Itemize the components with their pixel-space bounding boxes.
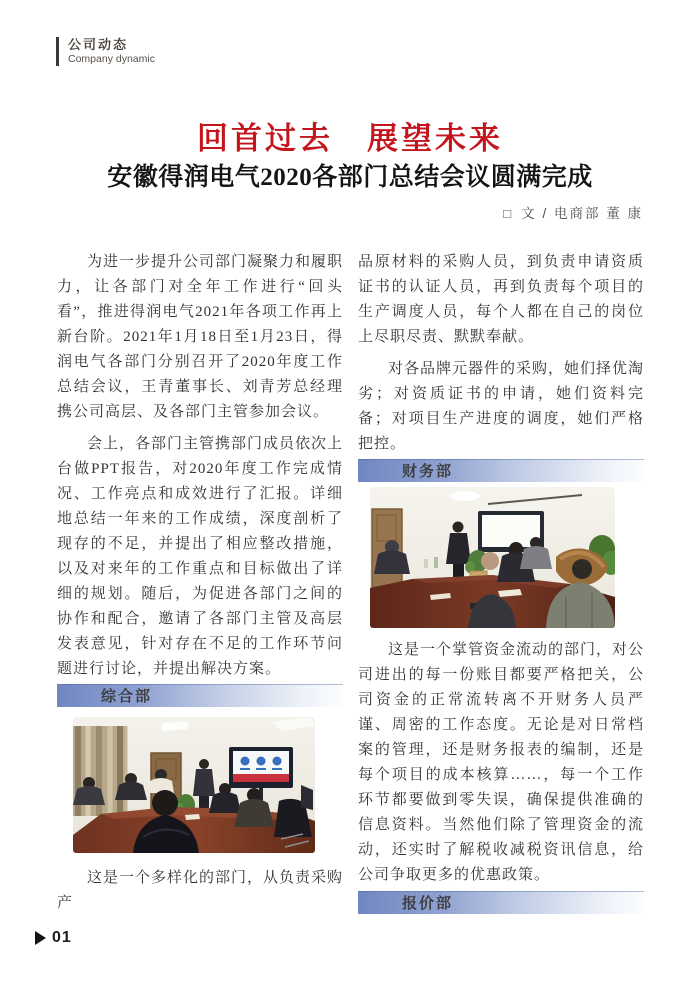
left-column [57, 250, 343, 916]
section-title-zonghebu: 综合部 [101, 688, 153, 705]
paragraph-zonghebu-detail: 对各品牌元器件的采购，她们择优淘劣；对资质证书的申请，她们资料完备；对项目生产进度的调度，她们严格把控。 [358, 361, 645, 452]
byline-text: 文 / 电商部 董 康 [521, 206, 643, 221]
page-number: 01 [52, 929, 72, 946]
section-header-zonghebu [57, 684, 343, 707]
paragraph-intro: 为进一步提升公司部门凝聚力和履职力，让各部门对全年工作进行“回头看”，推进得润电气2021年各项工作再上新台阶。2021年1月18日至1月23日，得润电气各部门分别召开了2020年度工作总结会议，王青董事长、刘青芳总经理携公司高层、及各部门主管参加会议。 [57, 254, 344, 420]
paragraph-caiwubu-detail: 这是一个掌管资金流动的部门，对公司进出的每一份账目都要严格把关，公司资金的正常流转离不开财务人员严谨、周密的工作态度。无论是对日常档案的管理，还是财务报表的编制，还是每个项目的成本核算……，每一个工作环节都要做到零失误，确保提供准确的信息资料。当然他们除了管理资金的流动，还实时了解税收减税资讯信息，给公司争取更多的优惠政策。 [358, 642, 645, 883]
meeting-photo-illustration [370, 487, 615, 628]
photo-zonghebu-meeting [73, 717, 315, 853]
right-column [358, 250, 644, 914]
photo-caiwubu-meeting [370, 487, 615, 628]
page-kicker [56, 37, 155, 66]
article-subtitle: 安徽得润电气2020各部门总结会议圆满完成 [107, 164, 593, 191]
byline-square-icon: □ [503, 206, 514, 221]
section-header-caiwubu [358, 459, 644, 482]
article-title: 回首过去 展望未来 [197, 121, 503, 156]
section-header-baojiabu [358, 891, 644, 914]
kicker-title-cn: 公司动态 [68, 37, 129, 52]
article-byline [503, 202, 643, 222]
article-head [40, 121, 660, 194]
paragraph-zonghebu-continued: 品原材料的采购人员，到负责申请资质证书的认证人员，再到负责每个项目的生产调度人员，每个人都在自己的岗位上尽职尽责、默默奉献。 [358, 254, 644, 345]
paragraph-zonghebu-caption: 这是一个多样化的部门，从负责采购产 [57, 870, 344, 911]
page-arrow-icon [35, 931, 46, 945]
meeting-photo-illustration [73, 717, 315, 853]
section-title-caiwubu: 财务部 [402, 463, 454, 480]
kicker-title-en: Company dynamic [68, 53, 155, 65]
section-title-baojiabu: 报价部 [402, 895, 454, 912]
page-footer [35, 929, 72, 947]
paragraph-meeting-report: 会上，各部门主管携部门成员依次上台做PPT报告，对2020年度工作完成情况、工作亮点和成效进行了汇报。详细地总结一年来的工作成绩，深度剖析了现存的不足，并提出了相应整改措施，以及对来年的工作重点和目标做出了详细的规划。随后，为促进各部门之间的协作和配合，邀请了各部门主管及高层发表意见，针对存在不足的工作环节问题进行讨论，并提出解决方案。 [57, 436, 344, 677]
